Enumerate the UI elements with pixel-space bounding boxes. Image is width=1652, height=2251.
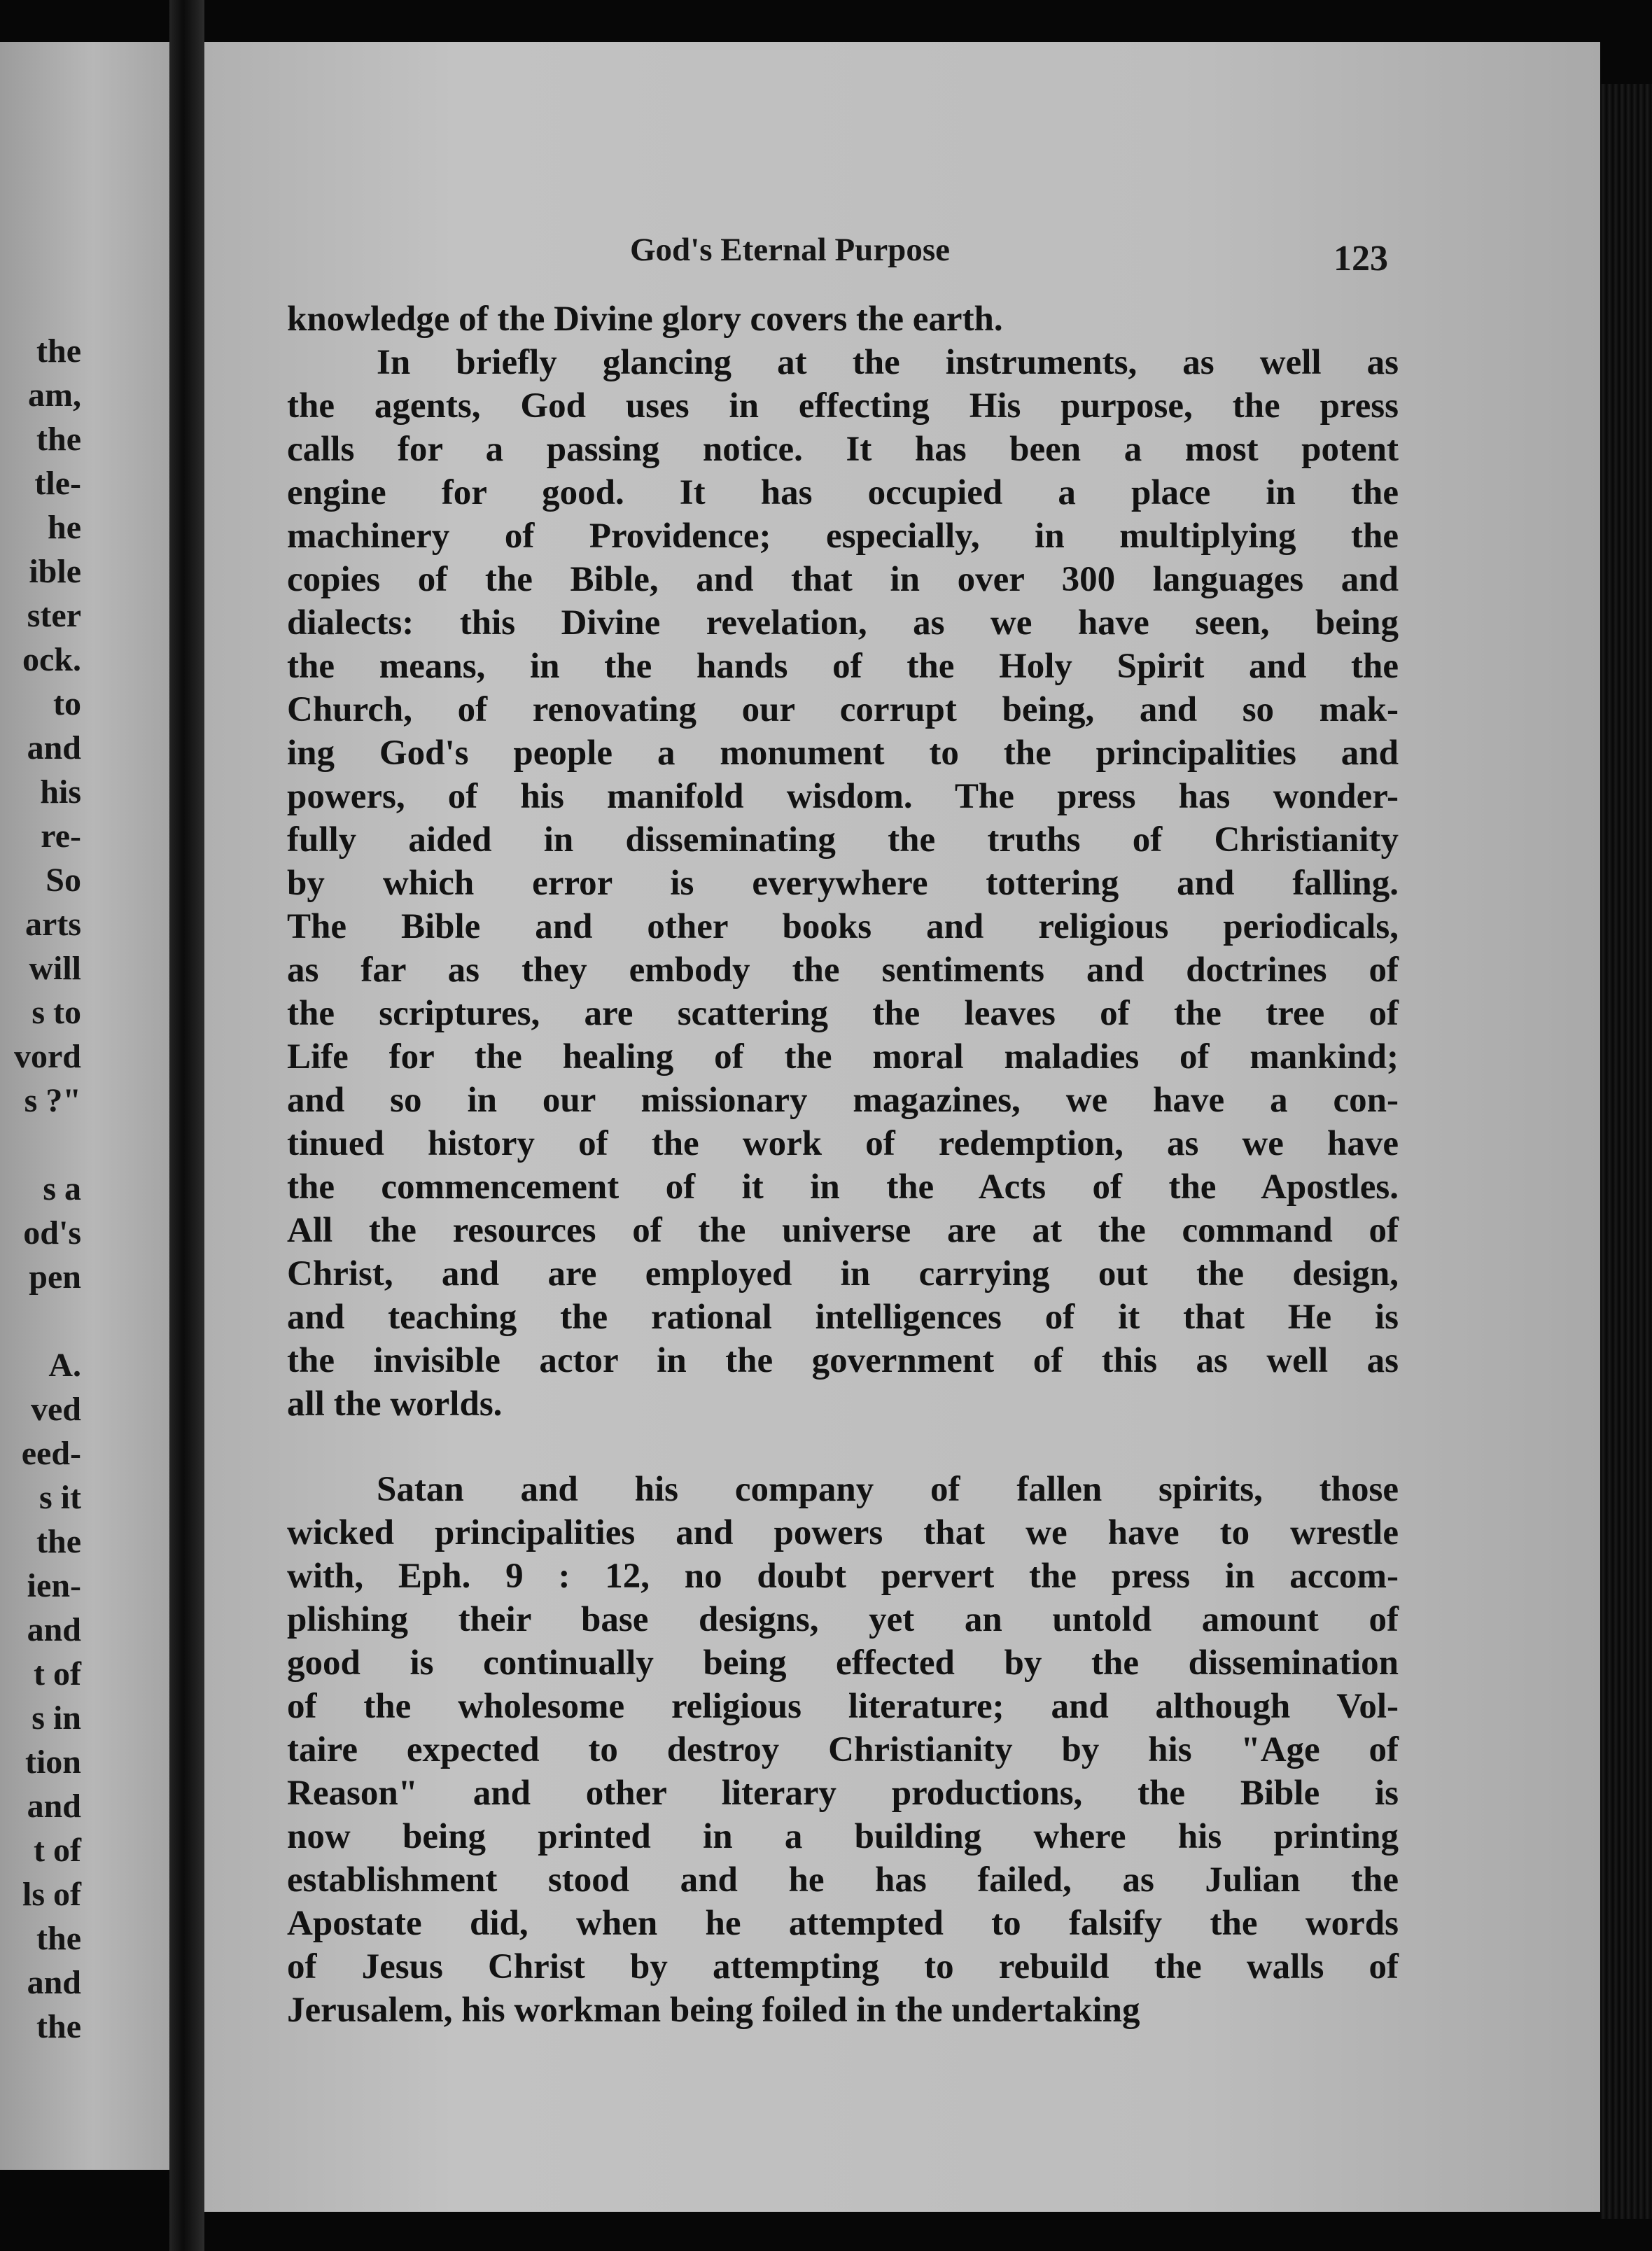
left-fragment: s in — [31, 1699, 81, 1737]
text-line: Jerusalem, his workman being foiled in the undertaking — [287, 1991, 1140, 2030]
left-fragment: s it — [39, 1479, 81, 1516]
text-line: dialects: this Divine revelation, as we have seen, being — [287, 603, 1399, 643]
text-line: with, Eph. 9 : 12, no doubt pervert the press in accom- — [287, 1557, 1399, 1596]
left-fragment: and — [27, 1788, 81, 1825]
text-line: the invisible actor in the government of this as well as — [287, 1341, 1399, 1380]
text-line: good is continually being effected by the dissemination — [287, 1643, 1399, 1683]
left-fragment: ible — [29, 553, 81, 590]
left-fragment: ien- — [27, 1567, 81, 1604]
text-line: as far as they embody the sentiments and doctrines of — [287, 951, 1399, 990]
left-fragment: ved — [31, 1391, 81, 1428]
paragraph-press — [287, 341, 1399, 1426]
text-line: calls for a passing notice. It has been a most potent — [287, 430, 1399, 469]
text-line: establishment stood and he has failed, as Julian the — [287, 1860, 1399, 1900]
left-fragment: t of — [34, 1655, 81, 1692]
text-line: all the worlds. — [287, 1384, 503, 1424]
text-line: fully aided in disseminating the truths of Christianity — [287, 820, 1399, 860]
text-line: tinued history of the work of redemption, as we have — [287, 1124, 1399, 1163]
left-fragment: ock. — [22, 641, 81, 678]
text-line: All the resources of the universe are at the command of — [287, 1211, 1399, 1250]
left-fragment: A. — [48, 1347, 81, 1384]
text-line: Life for the healing of the moral maladies of mankind; — [287, 1037, 1399, 1077]
text-line: Apostate did, when he attempted to falsify the words — [287, 1904, 1399, 1943]
running-head: God's Eternal Purpose — [630, 232, 950, 268]
text-line: In briefly glancing at the instruments, as well as — [377, 343, 1399, 382]
left-fragment: So — [46, 862, 81, 899]
body-text — [287, 297, 1399, 2032]
left-page-fragments — [0, 329, 81, 2049]
left-fragment: t of — [34, 1832, 81, 1869]
left-fragment: vord — [14, 1038, 81, 1075]
left-fragment: will — [29, 950, 81, 987]
text-line: copies of the Bible, and that in over 300 languages and — [287, 560, 1399, 599]
text-line: wicked principalities and powers that we have to wrestle — [287, 1513, 1399, 1552]
paragraph-satan — [287, 1468, 1399, 2032]
text-line: Satan and his company of fallen spirits, those — [377, 1470, 1399, 1509]
left-fragment: ster — [27, 597, 81, 634]
text-line: now being printed in a building where his printing — [287, 1817, 1399, 1856]
left-fragment: the — [36, 1920, 81, 1957]
text-line: machinery of Providence; especially, in multiplying the — [287, 517, 1399, 556]
left-fragment: he — [48, 509, 81, 546]
text-line: the commencement of it in the Acts of the Apostles. — [287, 1167, 1399, 1207]
left-fragment: eed- — [21, 1435, 81, 1472]
left-fragment: the — [36, 421, 81, 458]
text-line: the means, in the hands of the Holy Spirit and the — [287, 647, 1399, 686]
paragraph-continuation — [287, 297, 1399, 341]
page-edges — [1600, 84, 1652, 2219]
left-fragment: pen — [29, 1258, 81, 1296]
left-fragment: and — [27, 729, 81, 766]
left-fragment: ls of — [22, 1876, 81, 1913]
left-fragment: to — [53, 685, 81, 722]
left-fragment: arts — [25, 906, 81, 943]
text-line: The Bible and other books and religious periodicals, — [287, 907, 1399, 946]
left-fragment — [0, 1123, 81, 1167]
left-fragment: s to — [31, 994, 81, 1031]
left-fragment: od's — [23, 1214, 81, 1251]
text-line: of the wholesome religious literature; and although Vol- — [287, 1687, 1399, 1726]
text-line: the agents, God uses in effecting His purpose, the press — [287, 386, 1399, 426]
left-fragment: re- — [41, 818, 81, 855]
left-page — [0, 42, 169, 2170]
text-line: powers, of his manifold wisdom. The press has wonder- — [287, 777, 1399, 816]
left-fragment: tion — [24, 1744, 81, 1781]
left-fragment: the — [36, 332, 81, 370]
text-line: engine for good. It has occupied a place in the — [287, 473, 1399, 512]
left-fragment: s a — [43, 1170, 81, 1207]
text-line: Christ, and are employed in carrying out the design, — [287, 1254, 1399, 1293]
left-fragment: the — [36, 2008, 81, 2045]
left-fragment: and — [27, 1611, 81, 1648]
text-line: the scriptures, are scattering the leaves of the tree of — [287, 994, 1399, 1033]
text-line: and teaching the rational intelligences of it that He is — [287, 1298, 1399, 1337]
text-line: of Jesus Christ by attempting to rebuild the walls of — [287, 1947, 1399, 1986]
page-number: 123 — [1334, 239, 1388, 279]
left-fragment: tle- — [34, 465, 81, 502]
text-line: plishing their base designs, yet an untold amount of — [287, 1600, 1399, 1639]
left-fragment: am, — [28, 377, 81, 414]
text-line: Church, of renovating our corrupt being, and so mak- — [287, 690, 1399, 729]
text-line: ing God's people a monument to the principalities and — [287, 734, 1399, 773]
left-fragment: the — [36, 1523, 81, 1560]
left-fragment: s ?" — [24, 1082, 81, 1119]
text-line: by which error is everywhere tottering and falling. — [287, 864, 1399, 903]
left-fragment — [0, 1299, 81, 1343]
paragraph-gap — [287, 1426, 1399, 1468]
left-fragment: his — [40, 773, 81, 811]
text-line: taire expected to destroy Christianity by his "Age of — [287, 1730, 1399, 1769]
left-fragment: and — [27, 1964, 81, 2001]
text-line: and so in our missionary magazines, we have a con- — [287, 1081, 1399, 1120]
text-line: Reason" and other literary productions, the Bible is — [287, 1774, 1399, 1813]
book-gutter — [169, 0, 204, 2251]
text-line: knowledge of the Divine glory covers the earth. — [287, 300, 1003, 339]
